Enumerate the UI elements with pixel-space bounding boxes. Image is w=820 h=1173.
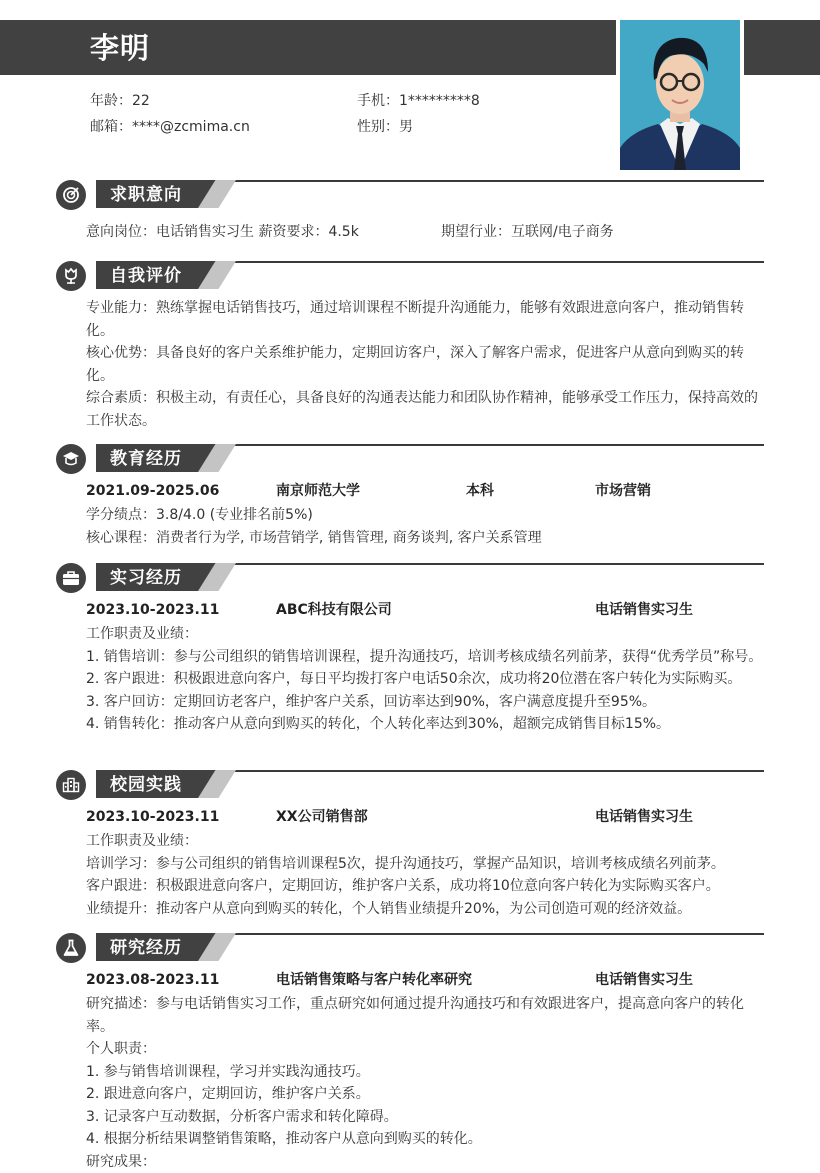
- section-header-intent: [56, 180, 764, 210]
- campus-duties-label: 工作职责及业绩：: [86, 830, 766, 853]
- research-details: [86, 993, 766, 1173]
- section-header-internship: [56, 563, 764, 593]
- portrait-image: [620, 20, 740, 170]
- research-project: 电话销售策略与客户转化率研究: [276, 969, 472, 991]
- section-title: 教育经历: [110, 446, 182, 472]
- research-description: 研究描述：参与电话销售实习工作，重点研究如何通过提升沟通技巧和有效跟进客户，提高意向客户的转化率。: [86, 993, 766, 1038]
- research-entry-header: [86, 969, 766, 991]
- research-role: 电话销售实习生: [595, 969, 693, 991]
- section-header-campus: [56, 770, 764, 800]
- internship-period: 2023.10-2023.11: [86, 599, 219, 621]
- target-icon: [56, 180, 86, 210]
- profile-photo: [620, 20, 740, 170]
- internship-item: 2. 客户跟进：积极跟进意向客户，每日平均拨打客户电话50余次，成功将20位潜在客户转化为实际购买。: [86, 668, 766, 691]
- phone-label: 手机：: [357, 93, 399, 109]
- education-courses: 核心课程：消费者行为学, 市场营销学, 销售管理, 商务谈判, 客户关系管理: [86, 527, 766, 550]
- section-title: 校园实践: [110, 772, 182, 798]
- internship-role: 电话销售实习生: [595, 599, 693, 621]
- header-bar-right: [744, 20, 820, 75]
- internship-duties-label: 工作职责及业绩：: [86, 623, 766, 646]
- campus-details: [86, 830, 766, 920]
- age-value: 22: [132, 93, 150, 109]
- research-item: 4. 根据分析结果调整销售策略，推动客户从意向到购买的转化。: [86, 1128, 766, 1151]
- phone-value: 1*********8: [399, 93, 480, 109]
- gender-field: [357, 117, 413, 137]
- section-title: 自我评价: [110, 263, 182, 289]
- section-title: 实习经历: [110, 565, 182, 591]
- research-results-label: 研究成果：: [86, 1151, 766, 1173]
- education-degree: 本科: [466, 480, 494, 502]
- section-header-education: [56, 444, 764, 474]
- research-item: 3. 记录客户互动数据，分析客户需求和转化障碍。: [86, 1106, 766, 1129]
- campus-org: XX公司销售部: [276, 806, 368, 828]
- campus-item: 业绩提升：推动客户从意向到购买的转化，个人销售业绩提升20%，为公司创造可观的经济效益。: [86, 898, 766, 921]
- email-value: ****@zcmima.cn: [132, 119, 250, 135]
- graduation-cap-icon: [56, 444, 86, 474]
- section-title: 研究经历: [110, 935, 182, 961]
- education-gpa: 学分绩点：3.8/4.0 (专业排名前5%): [86, 504, 766, 527]
- campus-entry-header: [86, 806, 766, 828]
- age-field: [90, 91, 150, 111]
- research-item: 2. 跟进意向客户，定期回访，维护客户关系。: [86, 1083, 766, 1106]
- gender-label: 性别：: [357, 119, 399, 135]
- education-period: 2021.09-2025.06: [86, 480, 219, 502]
- internship-entry-header: [86, 599, 766, 621]
- education-school: 南京师范大学: [276, 480, 360, 502]
- internship-item: 1. 销售培训：参与公司组织的销售培训课程，提升沟通技巧，培训考核成绩名列前茅，获得“优秀学员”称号。: [86, 646, 766, 669]
- research-period: 2023.08-2023.11: [86, 969, 219, 991]
- campus-item: 客户跟进：积极跟进意向客户，定期回访，维护客户关系，成功将10位意向客户转化为实际购买客户。: [86, 875, 766, 898]
- age-label: 年龄：: [90, 93, 132, 109]
- section-title: 求职意向: [110, 182, 182, 208]
- campus-item: 培训学习：参与公司组织的销售培训课程5次，提升沟通技巧，掌握产品知识，培训考核成绩名列前茅。: [86, 853, 766, 876]
- phone-field: [357, 91, 480, 111]
- education-details: [86, 504, 766, 549]
- section-header-self-eval: [56, 261, 764, 291]
- self-eval-content: [86, 297, 766, 432]
- campus-role: 电话销售实习生: [595, 806, 693, 828]
- education-major: 市场营销: [595, 480, 651, 502]
- self-eval-paragraph: 专业能力：熟练掌握电话销售技巧，通过培训课程不断提升沟通能力，能够有效跟进意向客户，推动销售转化。: [86, 297, 766, 342]
- internship-item: 3. 客户回访：定期回访老客户，维护客户关系，回访率达到90%，客户满意度提升至95%。: [86, 691, 766, 714]
- self-eval-paragraph: 核心优势：具备良好的客户关系维护能力，定期回访客户，深入了解客户需求，促进客户从意向到购买的转化。: [86, 342, 766, 387]
- email-label: 邮箱：: [90, 119, 132, 135]
- briefcase-icon: [56, 563, 86, 593]
- flask-icon: [56, 933, 86, 963]
- research-item: 1. 参与销售培训课程，学习并实践沟通技巧。: [86, 1061, 766, 1084]
- research-duties-label: 个人职责：: [86, 1038, 766, 1061]
- intent-position-line: 意向岗位：电话销售实习生 薪资要求：4.5k: [86, 221, 766, 244]
- internship-company: ABC科技有限公司: [276, 599, 392, 621]
- flower-icon: [56, 261, 86, 291]
- section-header-research: [56, 933, 764, 963]
- education-entry-header: [86, 480, 766, 502]
- internship-details: [86, 623, 766, 736]
- intent-industry-line: 期望行业：互联网/电子商务: [441, 221, 741, 244]
- building-icon: [56, 770, 86, 800]
- gender-value: 男: [399, 119, 413, 135]
- candidate-name: 李明: [90, 28, 150, 68]
- email-field: [90, 117, 250, 137]
- self-eval-paragraph: 综合素质：积极主动，有责任心，具备良好的沟通表达能力和团队协作精神，能够承受工作压力，保持高效的工作状态。: [86, 387, 766, 432]
- internship-item: 4. 销售转化：推动客户从意向到购买的转化，个人转化率达到30%，超额完成销售目标15%。: [86, 713, 766, 736]
- campus-period: 2023.10-2023.11: [86, 806, 219, 828]
